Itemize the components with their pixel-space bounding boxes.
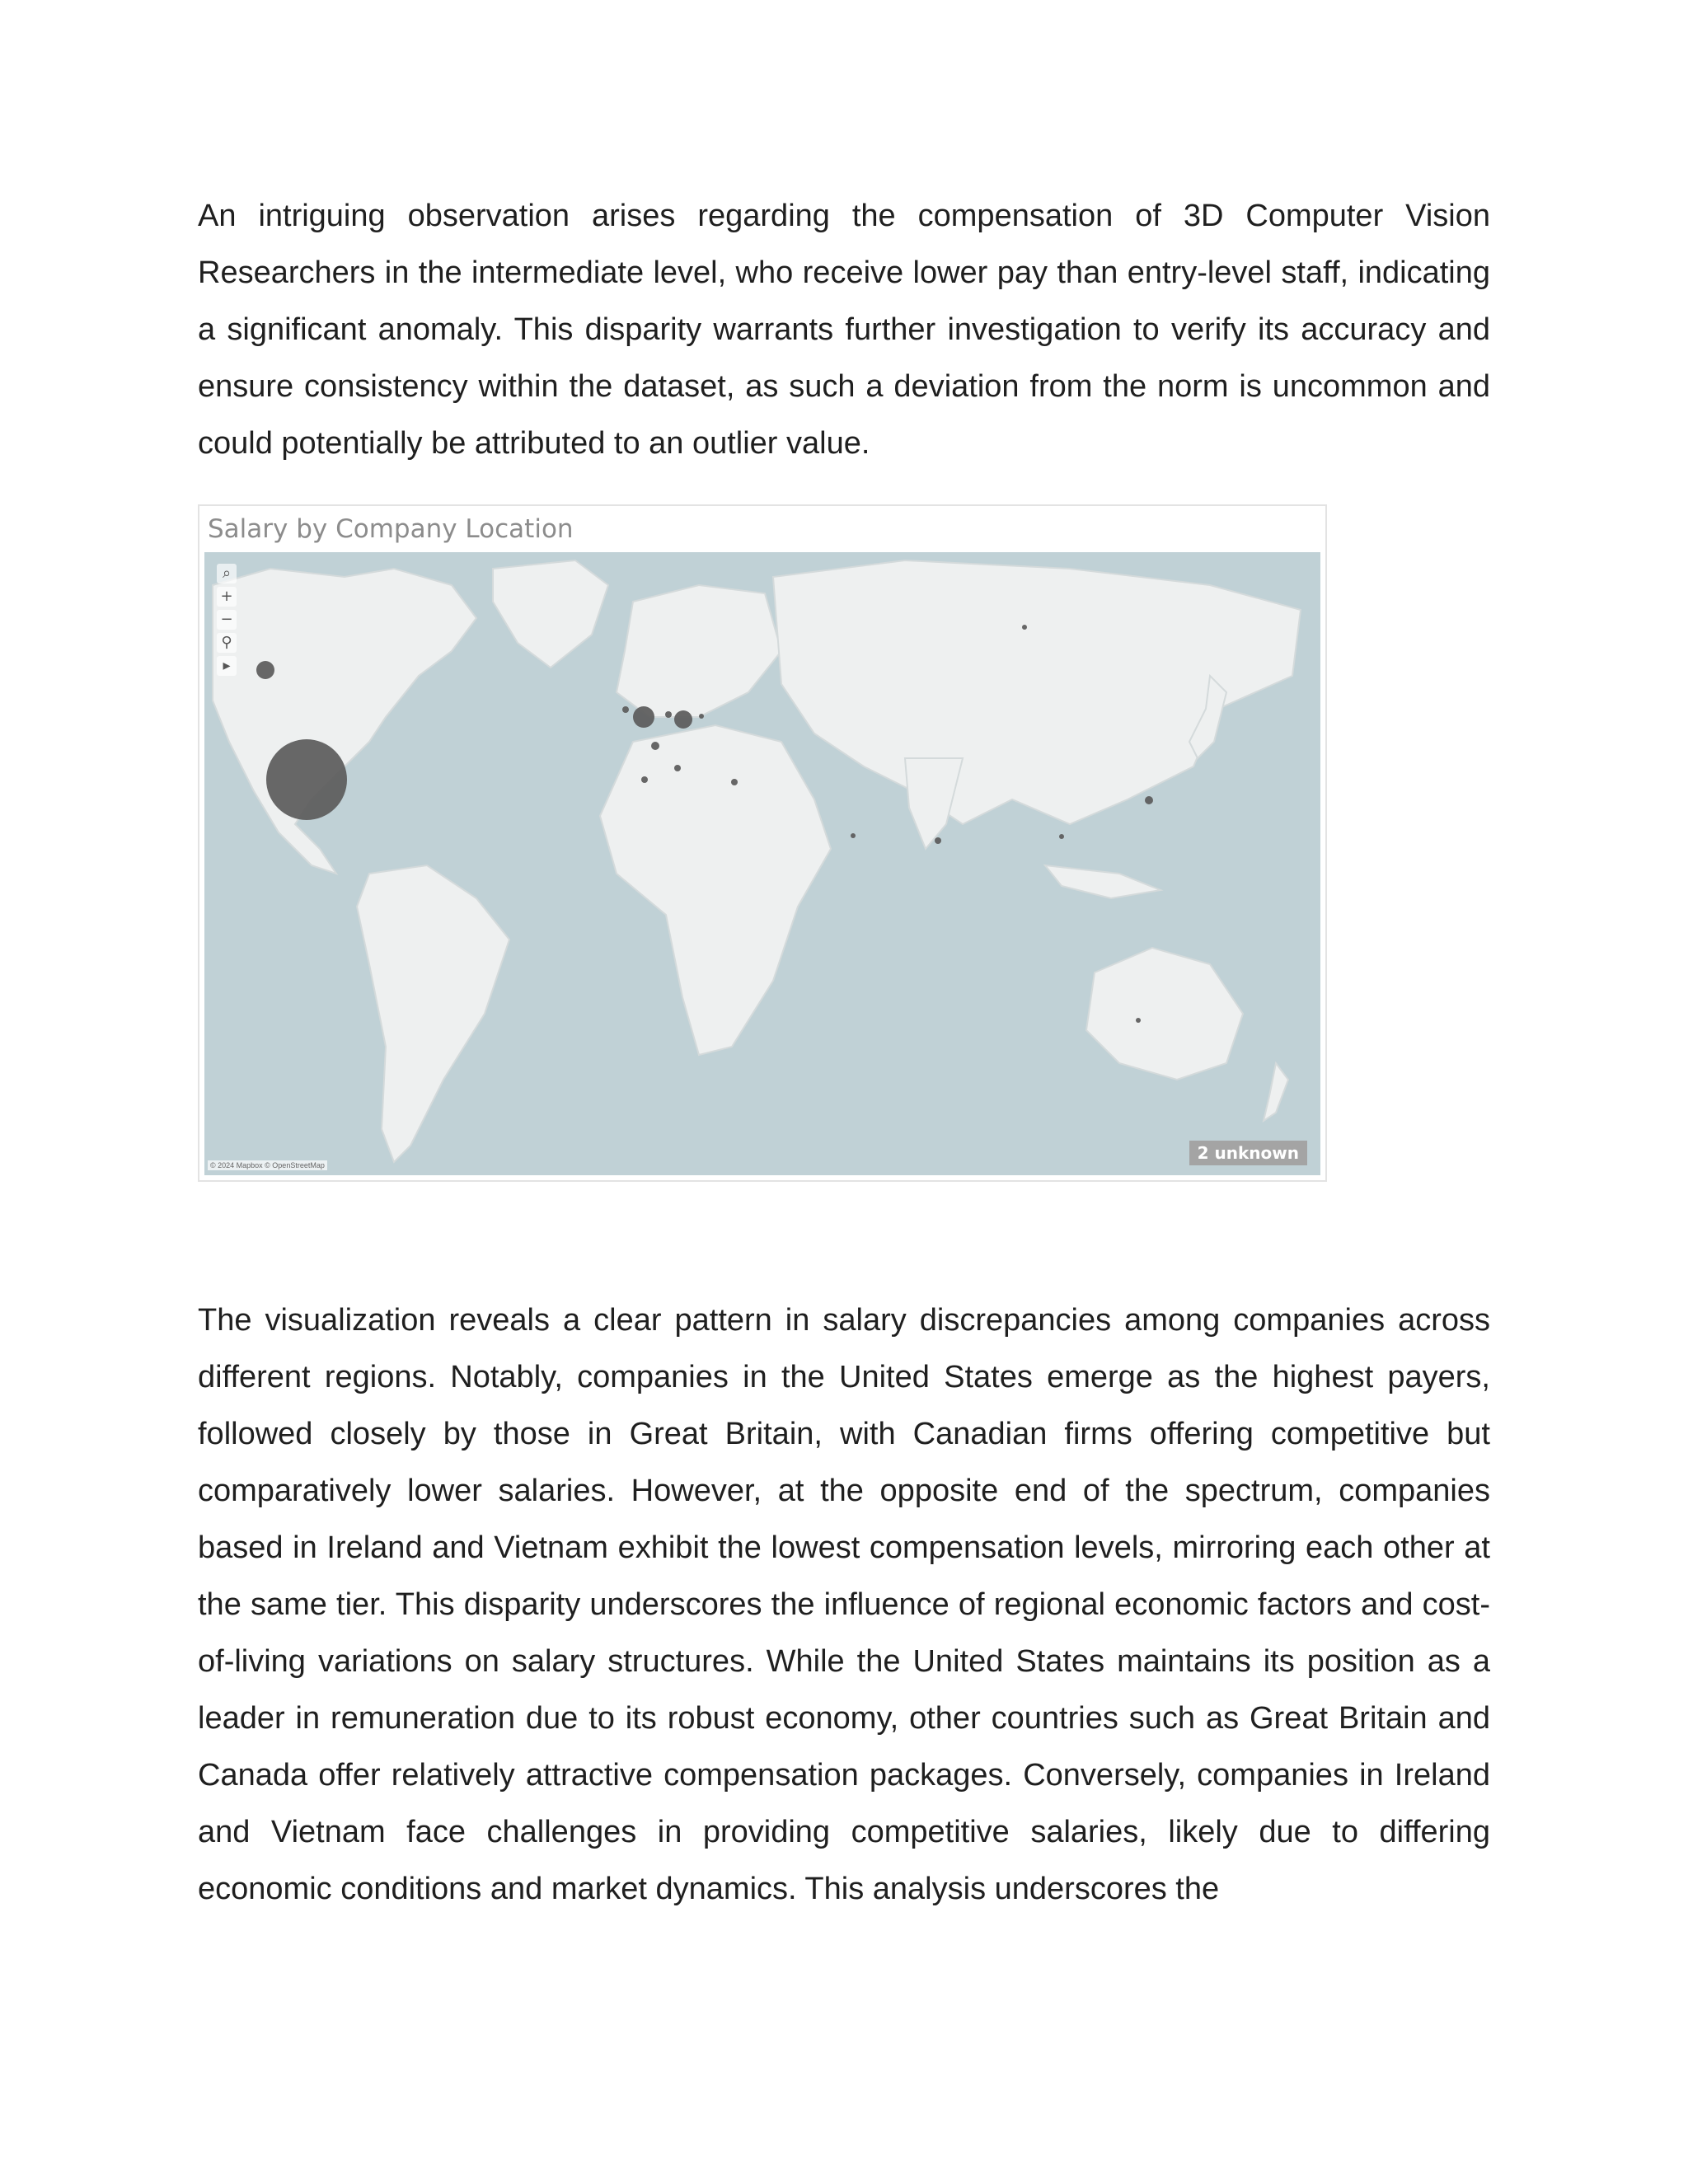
marker-greece: [731, 779, 738, 785]
map-controls: [216, 564, 237, 676]
land-new-zealand: [1264, 1063, 1288, 1121]
marker-netherlands: [665, 711, 672, 718]
world-map-graphic: [204, 552, 1320, 1175]
marker-japan: [1145, 796, 1153, 804]
marker-india: [935, 837, 941, 844]
marker-uae: [851, 833, 856, 838]
marker-great-britain: [633, 706, 654, 728]
land-europe: [617, 585, 781, 717]
marker-vietnam: [1059, 834, 1064, 839]
search-icon[interactable]: ⌕: [217, 564, 237, 583]
world-map[interactable]: [204, 552, 1320, 1175]
land-indonesia: [1045, 865, 1160, 898]
unknown-badge[interactable]: 2 unknown: [1189, 1141, 1307, 1165]
land-south-america: [357, 865, 509, 1162]
marker-poland: [699, 714, 704, 719]
paragraph-analysis: The visualization reveals a clear pattern in salary discrepancies among companies across different regions. Notably, companies in the United States emerge as the highest payers, followed closely by those in Great Britain, with Canadian firms offering competitive but comparatively lower salaries. However, at the opposite end of the spectrum, companies based in Ireland and Vietnam exhibit the lowest compensation levels, mirroring each other at the same tier. This disparity underscores the influence of regional economic factors and cost-of-living variations on salary structures. While the United States maintains its position as a leader in remuneration due to its robust economy, other countries such as Great Britain and Canada offer relatively attractive compensation packages. Conversely, companies in Ireland and Vietnam face challenges in providing competitive salaries, likely due to differing economic conditions and market dynamics. This analysis underscores the: [198, 1303, 1490, 1906]
zoom-out-icon[interactable]: −: [217, 610, 237, 630]
land-north-america: [213, 569, 476, 874]
pin-icon[interactable]: ⚲: [217, 633, 237, 653]
zoom-in-icon[interactable]: +: [217, 587, 237, 607]
marker-united-states: [266, 739, 347, 820]
marker-canada: [256, 661, 274, 679]
figure-title: Salary by Company Location: [208, 514, 574, 544]
land-greenland: [493, 560, 608, 668]
marker-ireland: [622, 706, 629, 713]
salary-map-figure: [198, 504, 1327, 1182]
marker-russia: [1022, 625, 1027, 630]
paragraph-intro: An intriguing observation arises regarding the compensation of 3D Computer Vision Researchers in the intermediate level, who receive lower pay than entry-level staff, indicating a significant anomaly. This disparity warrants further investigation to verify its accuracy and ensure consistency within the dataset, as such a deviation from the norm is uncommon and could potentially be attributed to an outlier value.: [198, 199, 1490, 461]
marker-france: [651, 742, 659, 750]
marker-australia: [1136, 1018, 1141, 1023]
marker-germany: [674, 710, 692, 729]
land-africa: [600, 725, 831, 1055]
arrow-icon[interactable]: ▸: [217, 656, 237, 676]
land-australia: [1086, 948, 1243, 1080]
marker-spain: [641, 776, 648, 783]
marker-italy: [674, 765, 681, 771]
map-attribution[interactable]: © 2024 Mapbox © OpenStreetMap: [208, 1160, 327, 1170]
